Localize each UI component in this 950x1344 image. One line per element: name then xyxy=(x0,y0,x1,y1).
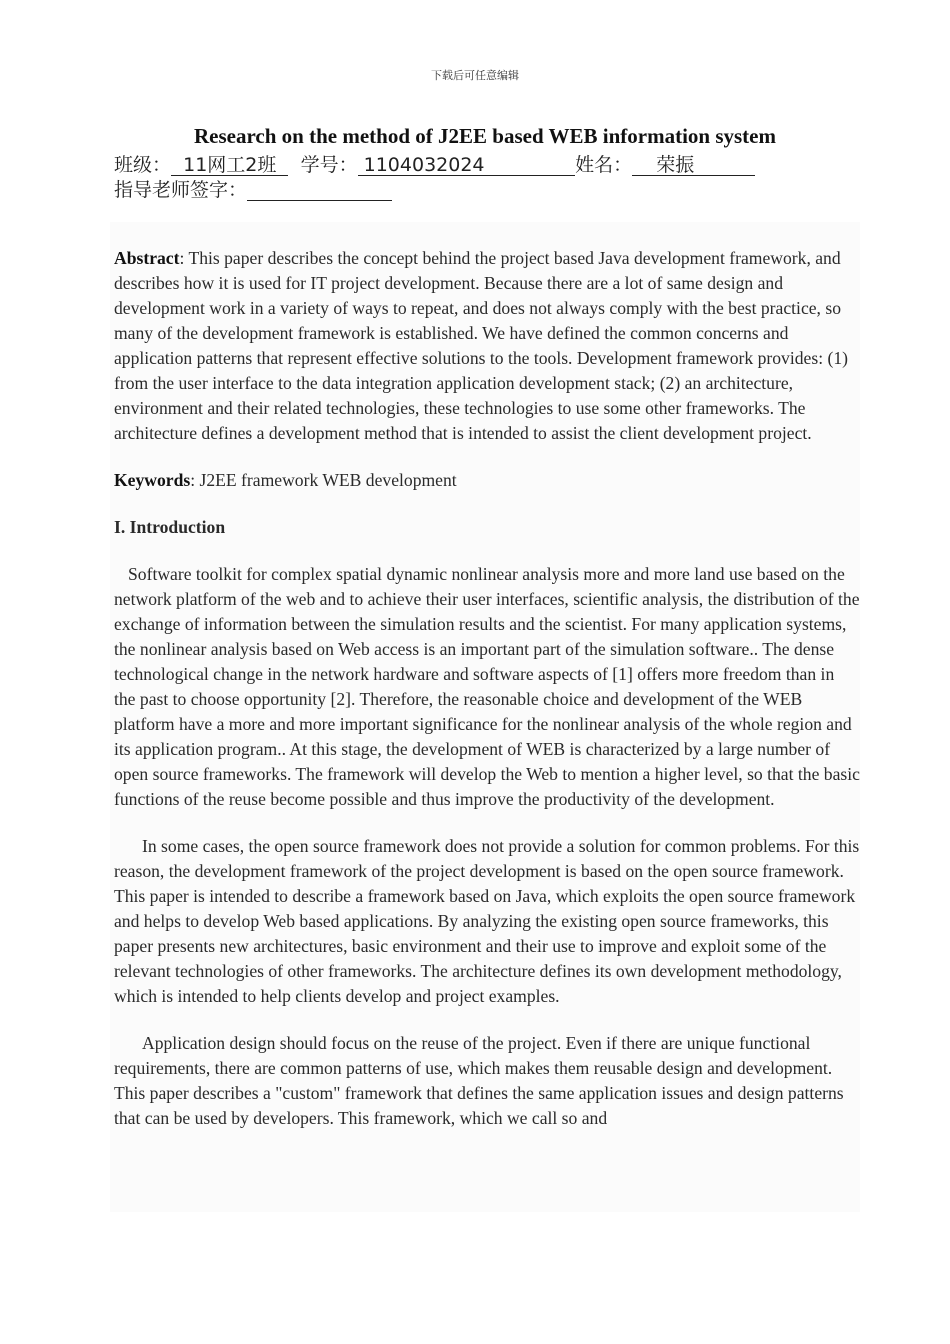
name-value xyxy=(632,155,755,176)
advisor-signature-blank xyxy=(247,180,392,201)
student-info-line xyxy=(114,150,755,177)
keywords-label: Keywords xyxy=(114,470,191,490)
advisor-label: 指导老师签字： xyxy=(114,179,248,201)
paper-title: Research on the method of J2EE based WEB information system xyxy=(194,124,776,148)
abstract-label: Abstract xyxy=(114,248,180,268)
section-heading: I. Introduction xyxy=(114,517,226,537)
class-value-text: 11网工2班 xyxy=(183,154,277,176)
name-label: 姓名： xyxy=(575,154,633,176)
keywords-paragraph xyxy=(114,468,860,493)
body-paragraph-2: In some cases, the open source framework does not provide a solution for common problems. For this reason, the development framework of the project development is based on the open source framework. This paper is intended to describe a framework based on Java, which exploits the open source framework and helps to develop Web based applications. By analyzing the existing open source frameworks, this paper presents new architectures, basic environment and their use to improve and exploit some of the relevant technologies of other frameworks. The architecture defines its own development methodology, which is intended to help clients develop and project examples. xyxy=(114,836,860,1006)
page-header-note: 下载后可任意编辑 xyxy=(431,69,519,82)
class-label: 班级： xyxy=(114,154,172,176)
student-id-value xyxy=(358,155,576,176)
abstract-paragraph xyxy=(114,246,860,446)
advisor-signature-line xyxy=(114,175,392,202)
paper-body xyxy=(114,246,860,1153)
keywords-text: : J2EE framework WEB development xyxy=(190,470,457,490)
body-paragraph-1: Software toolkit for complex spatial dynamic nonlinear analysis more and more land use based on the network platform of the web and to achieve their user interfaces, scientific analysis, the distribution of the exchange of information between the simulation results and the scientist. For many application systems, the nonlinear analysis based on Web access is an important part of the simulation software.. The dense technological change in the network hardware and software aspects of [1] offers more freedom than in the past to choose opportunity [2]. Therefore, the reasonable choice and development of the WEB platform have a more and more important significance for the nonlinear analysis of the whole region and its application program.. At this stage, the development of WEB is characterized by a large number of open source frameworks. The framework will develop the Web to mention a higher level, so that the basic functions of the reuse become possible and thus improve the productivity of the development. xyxy=(114,564,860,809)
abstract-text: : This paper describes the concept behind the project based Java development framework, and describes how it is used for IT project development. Because there are a lot of same design and development work in a variety of ways to repeat, and does not always comply with the best practice, so many of the development framework is established. We have defined the common concerns and application patterns that represent effective solutions to the tools. Development framework provides: (1) from the user interface to the data integration application development stack; (2) an architecture, environment and their related technologies, these technologies to use some other frameworks. The architecture defines a development method that is intended to assist the client development project. xyxy=(114,248,848,443)
body-paragraph-3: Application design should focus on the reuse of the project. Even if there are unique functional requirements, there are common patterns of use, which makes them reusable design and development. This paper describes a "custom" framework that defines the same application issues and design patterns that can be used by developers. This framework, which we call so and xyxy=(114,1033,844,1128)
student-id-text: 1104032024 xyxy=(363,154,485,176)
student-id-label: 学号： xyxy=(300,154,358,176)
class-value xyxy=(171,155,288,176)
name-value-text: 荣振 xyxy=(656,154,695,176)
